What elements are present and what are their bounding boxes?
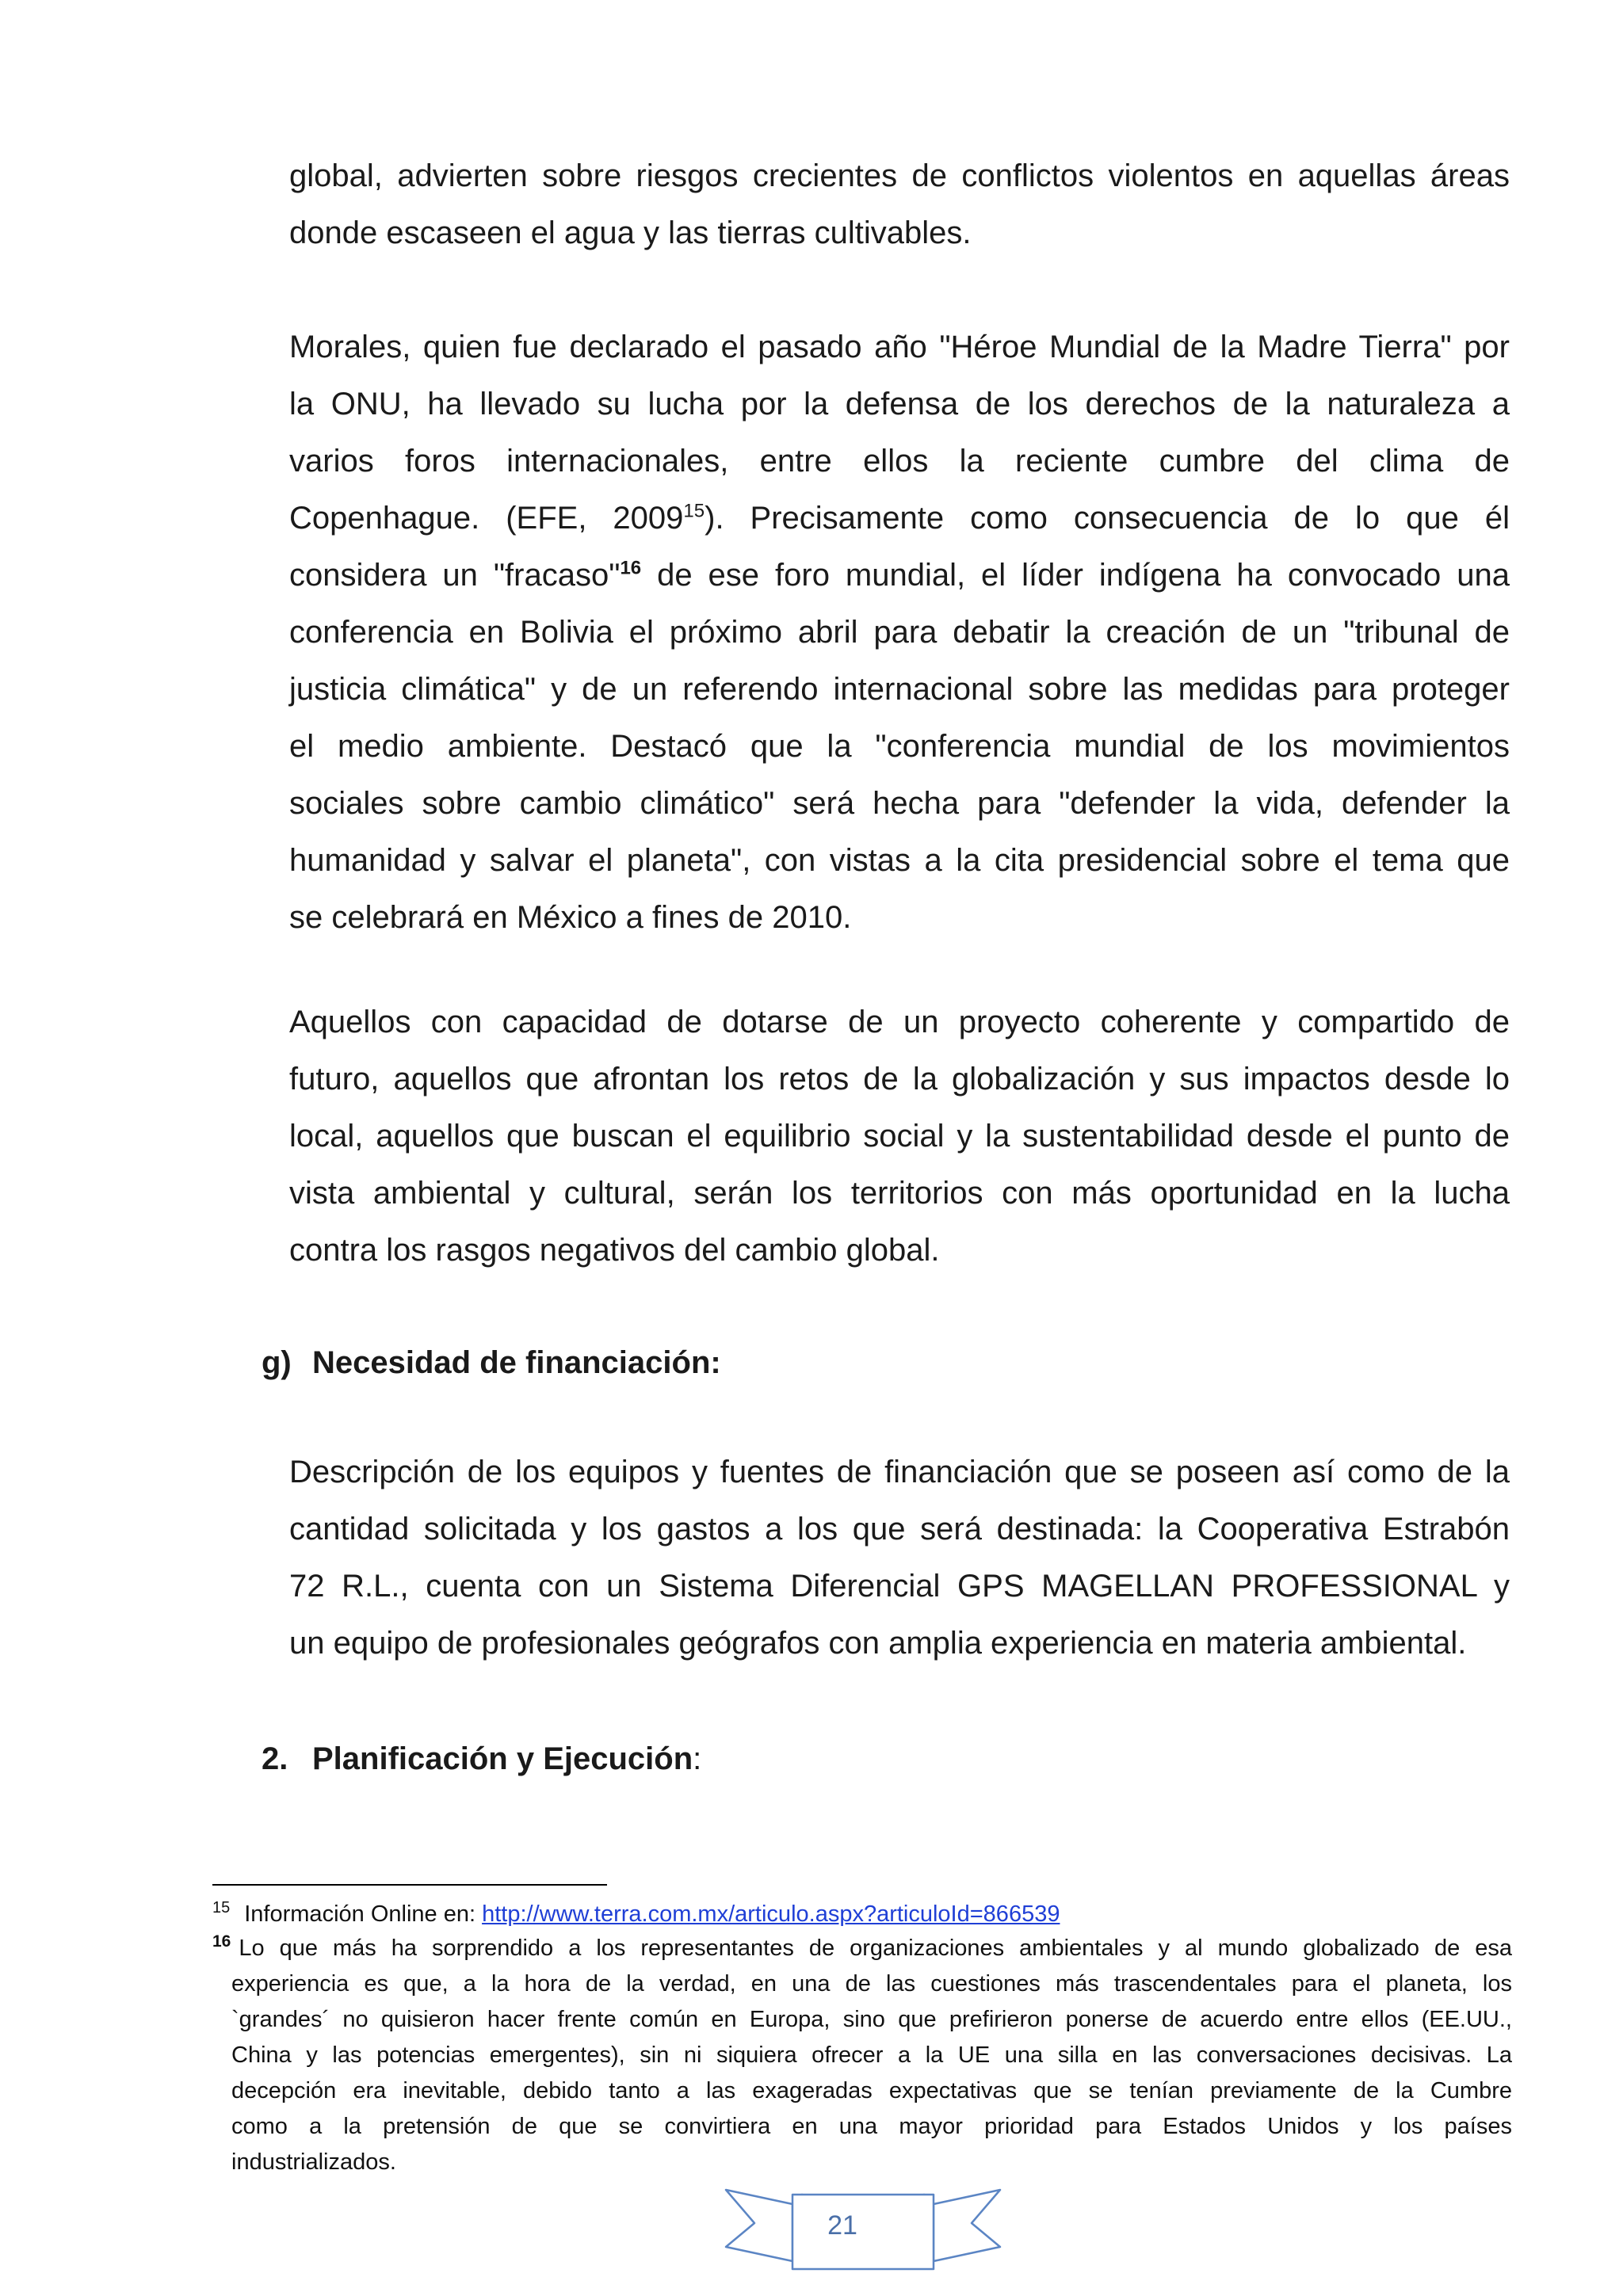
paragraph-intro [289, 147, 1510, 261]
text-line: Aquellos con capacidad de dotarse de un proyecto coherente y compartido de [289, 1005, 1510, 1039]
text-line: vista ambiental y cultural, serán los territorios con más oportunidad en la lucha [289, 1176, 1510, 1211]
text-line: varios foros internacionales, entre ellos la reciente cumbre del clima de [289, 444, 1510, 479]
page-number: 21 [827, 2210, 857, 2241]
heading-colon: : [693, 1741, 702, 1776]
footnote-line [212, 1931, 1512, 1966]
text-line: global, advierten sobre riesgos crecientes de conflictos violentos en aquellas áreas [289, 158, 1510, 193]
footnote-separator [212, 1884, 607, 1886]
footnote-link[interactable]: http://www.terra.com.mx/articulo.aspx?articuloId=866539 [482, 1901, 1060, 1927]
text-line: humanidad y salvar el planeta", con vistas a la cita presidencial sobre el tema que [289, 843, 1510, 878]
footnote-15 [212, 1897, 1512, 1932]
text-line: Descripción de los equipos y fuentes de financiación que se poseen así como de la [289, 1455, 1510, 1489]
text-line: futuro, aquellos que afrontan los retos de la globalización y sus impactos desde lo [289, 1062, 1510, 1097]
footnote-number: 15 [212, 1899, 231, 1917]
footnote-line: industrializados. [231, 2149, 396, 2175]
text-line: cantidad solicitada y los gastos a los que será destinada: la Cooperativa Estrabón [289, 1512, 1510, 1547]
footnote-line: experiencia es que, a la hora de la verdad, en una de las cuestiones más trascendentales para el planeta, los [231, 1971, 1512, 1997]
footnote-text: Información Online en: [244, 1901, 483, 1927]
footnote-16 [212, 1931, 1512, 2180]
text-line: un equipo de profesionales geógrafos con amplia experiencia en materia ambiental. [289, 1626, 1467, 1661]
heading-marker: 2. [262, 1741, 288, 1776]
text-line: Morales, quien fue declarado el pasado año "Héroe Mundial de la Madre Tierra" por [289, 330, 1510, 364]
text-fragment: Copenhague. (EFE, 2009 [289, 501, 684, 536]
text-line: se celebrará en México a fines de 2010. [289, 900, 852, 935]
text-fragment: considera un "fracaso" [289, 558, 621, 593]
footnote-text: Lo que más ha sorprendido a los representantes de organizaciones ambientales y al mundo globalizado de esa [239, 1936, 1512, 1961]
text-fragment: ). Precisamente como consecuencia de lo que él [705, 501, 1510, 536]
text-line: donde escaseen el agua y las tierras cultivables. [289, 215, 972, 250]
footnote-line: decepción era inevitable, debido tanto a las exageradas expectativas que se tenían previamente de la Cumbre [231, 2078, 1512, 2103]
section-heading-planificacion [262, 1741, 701, 1777]
footnote-ref-16[interactable]: 16 [620, 557, 642, 579]
paragraph-territorios [289, 994, 1510, 1279]
text-line: contra los rasgos negativos del cambio global. [289, 1233, 940, 1268]
footnote-number: 16 [212, 1932, 231, 1951]
text-line: local, aquellos que buscan el equilibrio social y la sustentabilidad desde el punto de [289, 1119, 1510, 1154]
footnote-body [212, 1931, 1512, 2180]
text-line [289, 490, 1510, 547]
text-line: el medio ambiente. Destacó que la "conferencia mundial de los movimientos [289, 729, 1510, 764]
heading-text: Planificación y Ejecución [312, 1741, 693, 1776]
footnote-line: como a la pretensión de que se convirtiera en una mayor prioridad para Estados Unidos y los países [231, 2114, 1512, 2139]
text-line: conferencia en Bolivia el próximo abril para debatir la creación de un "tribunal de [289, 615, 1510, 650]
paragraph-morales [289, 318, 1510, 946]
paragraph-equipos [289, 1444, 1510, 1672]
text-line: sociales sobre cambio climático" será hecha para "defender la vida, defender la [289, 786, 1510, 821]
text-line: 72 R.L., cuenta con un Sistema Diferencial GPS MAGELLAN PROFESSIONAL y [289, 1569, 1510, 1604]
heading-text: Necesidad de financiación: [312, 1345, 721, 1380]
section-heading-financiacion [262, 1345, 721, 1381]
footnote-line: China y las potencias emergentes), sin ni siquiera ofrecer a la UE una silla en las conversaciones decisivas. La [231, 2042, 1512, 2068]
footnote-line: `grandes´ no quisieron hacer frente común en Europa, sino que prefirieron ponerse de acuerdo entre ellos (EE.UU., [231, 2007, 1512, 2032]
text-fragment: de ese foro mundial, el líder indígena ha convocado una [641, 558, 1510, 593]
text-line: justicia climática" y de un referendo internacional sobre las medidas para proteger [289, 672, 1510, 707]
footnote-ref-15[interactable]: 15 [683, 500, 705, 522]
text-line [289, 547, 1510, 604]
heading-marker: g) [262, 1345, 292, 1380]
text-line: la ONU, ha llevado su lucha por la defensa de los derechos de la naturaleza a [289, 387, 1510, 421]
